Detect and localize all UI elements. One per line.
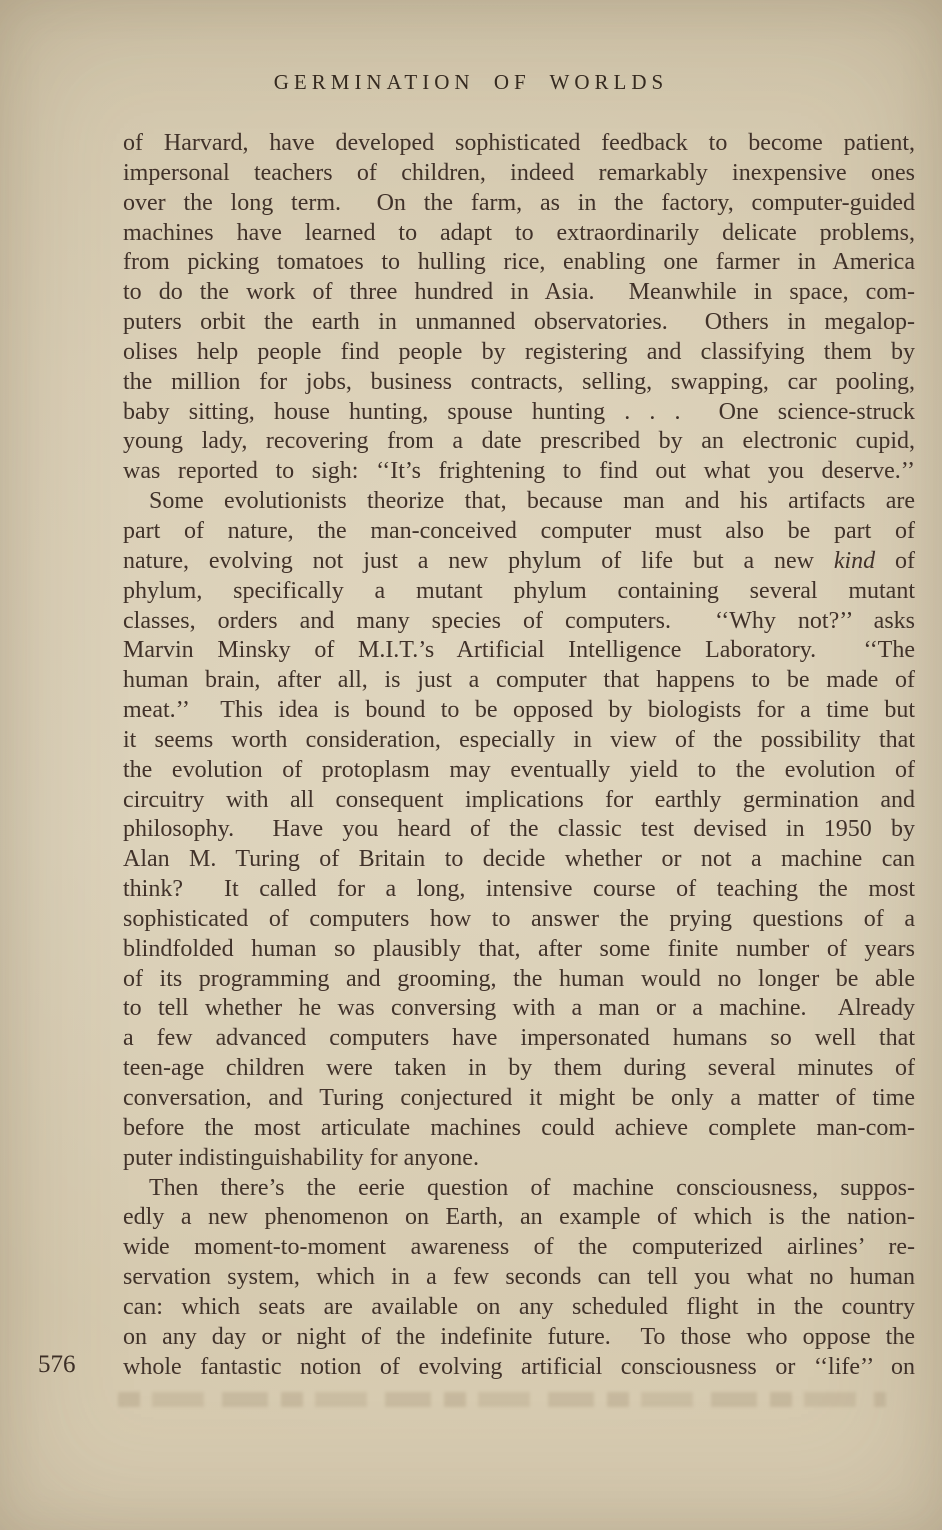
text-line: the evolution of protoplasm may eventually yield to the evolution of — [123, 756, 915, 783]
bleed-through-text — [118, 1392, 886, 1407]
page-number: 576 — [38, 1351, 76, 1378]
text-segment: nature, evolving not just a new phylum of life but a new — [123, 547, 834, 574]
text-line: can: which seats are available on any scheduled flight in the country — [123, 1293, 915, 1320]
italic-word: kind — [833, 547, 876, 574]
text-line: think? It called for a long, intensive course of teaching the most — [123, 876, 915, 903]
text-line: conversation, and Turing conjectured it might be only a matter of time — [123, 1085, 915, 1111]
text-line — [123, 547, 915, 577]
paragraph-1 — [123, 129, 915, 487]
text-line: sophisticated of computers how to answer the prying questions of a — [123, 905, 915, 932]
text-line: Marvin Minsky of M.I.T.’s Artificial Intelligence Laboratory. ‘‘The — [123, 637, 915, 664]
paragraph-3 — [123, 1174, 915, 1383]
text-line: to do the work of three hundred in Asia. Meanwhile in space, com- — [123, 279, 915, 306]
text-line: servation system, which in a few seconds can tell you what no human — [123, 1264, 915, 1291]
text-line: human brain, after all, is just a computer that happens to be made of — [123, 667, 915, 694]
text-line: young lady, recovering from a date prescribed by an electronic cupid, — [123, 428, 915, 455]
text-line: the million for jobs, business contracts, selling, swapping, car pooling, — [123, 368, 915, 395]
text-line: a few advanced computers have impersonated humans so well that — [123, 1025, 915, 1052]
text-line: on any day or night of the indefinite future. To those who oppose the — [123, 1323, 915, 1350]
text-line: was reported to sigh: ‘‘It’s frightening to find out what you deserve.’’ — [123, 458, 915, 485]
text-line: Some evolutionists theorize that, because man and his artifacts are — [149, 488, 915, 515]
text-line: blindfolded human so plausibly that, after some finite number of years — [123, 935, 915, 962]
text-line: baby sitting, house hunting, spouse hunting . . . One science-struck — [123, 398, 915, 425]
text-line: classes, orders and many species of computers. ‘‘Why not?’’ asks — [123, 607, 915, 634]
text-line: philosophy. Have you heard of the classic test devised in 1950 by — [123, 816, 915, 843]
text-line: over the long term. On the farm, as in the factory, computer-guided — [123, 189, 915, 216]
text-line: machines have learned to adapt to extraordinarily delicate problems, — [123, 219, 915, 246]
running-header: GERMINATION OF WORLDS — [273, 70, 669, 94]
text-line: phylum, specifically a mutant phylum containing several mutant — [123, 577, 915, 604]
text-line: Alan M. Turing of Britain to decide whether or not a machine can — [123, 846, 915, 873]
text-line: Then there’s the eerie question of machine consciousness, suppos- — [149, 1174, 915, 1201]
text-line: before the most articulate machines could achieve complete man-com- — [123, 1114, 915, 1141]
text-line: from picking tomatoes to hulling rice, enabling one farmer in America — [123, 249, 915, 276]
text-line: it seems worth consideration, especially in view of the possibility that — [123, 726, 915, 753]
text-line: puter indistinguishability for anyone. — [123, 1144, 479, 1171]
text-segment: of — [875, 547, 916, 574]
text-line: teen-age children were taken in by them during several minutes of — [123, 1055, 915, 1082]
paragraph-2 — [123, 487, 915, 1173]
text-line: to tell whether he was conversing with a man or a machine. Already — [123, 995, 915, 1022]
body-text — [123, 129, 915, 1382]
text-line: puters orbit the earth in unmanned observatories. Others in megalop- — [123, 309, 915, 336]
text-line: circuitry with all consequent implications for earthly germination and — [123, 786, 915, 813]
text-line: part of nature, the man-conceived computer must also be part of — [123, 517, 915, 544]
text-line: edly a new phenomenon on Earth, an example of which is the nation- — [123, 1204, 915, 1231]
text-line: olises help people find people by registering and classifying them by — [123, 338, 915, 365]
text-line: wide moment-to-moment awareness of the computerized airlines’ re- — [123, 1234, 915, 1261]
text-line: impersonal teachers of children, indeed remarkably inexpensive ones — [123, 159, 915, 186]
text-line: meat.’’ This idea is bound to be opposed by biologists for a time but — [123, 697, 915, 724]
text-line: of its programming and grooming, the human would no longer be able — [123, 965, 915, 992]
text-line: of Harvard, have developed sophisticated feedback to become patient, — [123, 130, 915, 156]
text-line: whole fantastic notion of evolving artificial consciousness or ‘‘life’’ on — [123, 1353, 915, 1380]
